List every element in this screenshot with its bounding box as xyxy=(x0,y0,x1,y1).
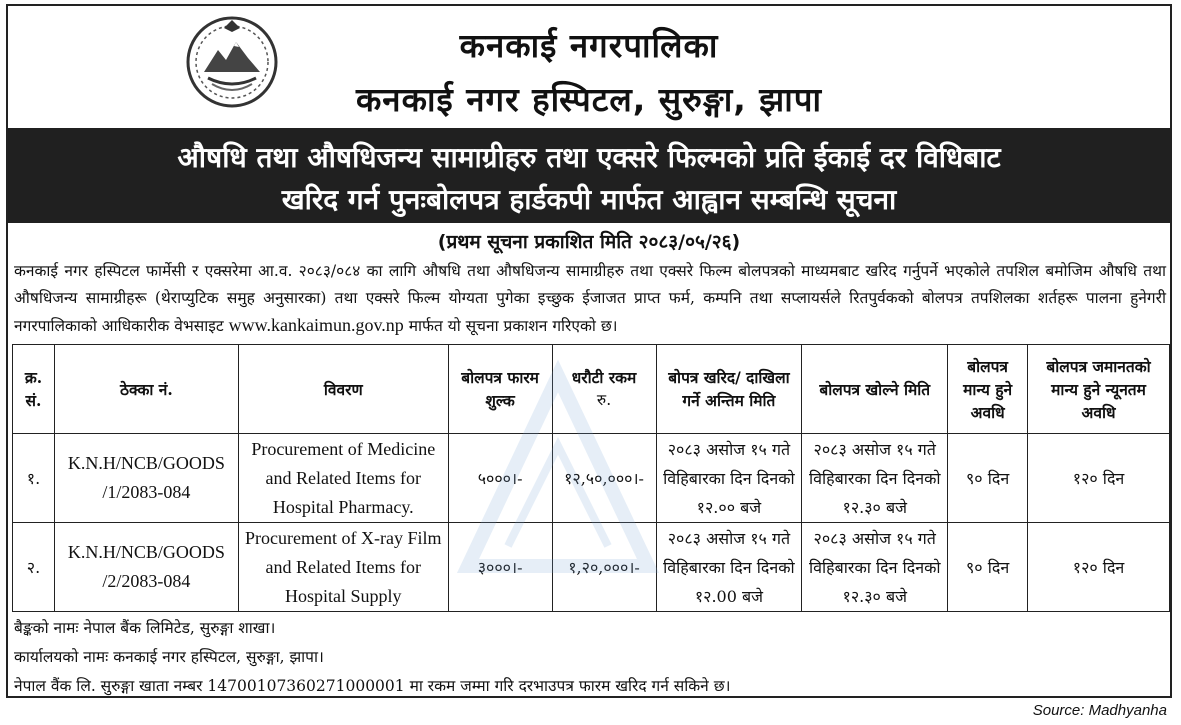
hospital-title: कनकाई नगर हस्पिटल, सुरुङ्गा, झापा xyxy=(355,80,823,119)
office-name-line: कार्यालयको नामः कनकाई नगर हस्पिटल, सुरुङ्गा, झापा। xyxy=(14,648,324,666)
cell-sn: १. xyxy=(13,434,55,523)
table-row xyxy=(13,523,1170,612)
cell-opening-date: २०८३ असोज १५ गते विहिबारका दिन दिनको १२.३० बजे xyxy=(802,434,948,523)
cell-last-date: २०८३ असोज १५ गते विहिबारका दिन दिनको १२.00 बजे xyxy=(656,523,802,612)
cell-deposit: १२,५०,०००।- xyxy=(552,434,656,523)
intro-paragraph xyxy=(14,258,1166,340)
cell-form-fee: ३०००।- xyxy=(448,523,552,612)
header-sn: क्र. सं. xyxy=(13,345,55,434)
header-validity: बोलपत्र मान्य हुने अवधि xyxy=(948,345,1028,434)
cell-deposit: १,२०,०००।- xyxy=(552,523,656,612)
header-contract-no: ठेक्का नं. xyxy=(54,345,238,434)
cell-description: Procurement of X-ray Film and Related Items for Hospital Supply xyxy=(238,523,448,612)
cell-form-fee: ५०००।- xyxy=(448,434,552,523)
banner-line-2: खरिद गर्न पुनःबोलपत्र हार्डकपी मार्फत आह्वान सम्बन्धि सूचना xyxy=(281,183,897,216)
bank-name-line: बैङ्कको नामः नेपाल बैंक लिमिटेड, सुरुङ्गा शाखा। xyxy=(14,619,276,637)
publication-date: (प्रथम सूचना प्रकाशित मिति २०८३/०५/२६) xyxy=(437,231,741,253)
cell-validity: ९० दिन xyxy=(948,523,1028,612)
tender-table xyxy=(12,344,1170,612)
header-form-fee: बोलपत्र फारम शुल्क xyxy=(448,345,552,434)
cell-validity: ९० दिन xyxy=(948,434,1028,523)
intro-text-end: मार्फत यो सूचना प्रकाशन गरिएको छ। xyxy=(408,317,618,335)
cell-opening-date: २०८३ असोज १५ गते विहिबारका दिन दिनको १२.३० बजे xyxy=(802,523,948,612)
header-deposit xyxy=(552,345,656,434)
notice-header xyxy=(8,6,1170,128)
cell-contract-no: K.N.H/NCB/GOODS /2/2083-084 xyxy=(54,523,238,612)
header-deposit-label: धरौटी रकम xyxy=(571,368,637,387)
cell-contract-no: K.N.H/NCB/GOODS /1/2083-084 xyxy=(54,434,238,523)
header-guarantee: बोलपत्र जमानतको मान्य हुने न्यूनतम अवधि xyxy=(1028,345,1170,434)
website-link[interactable]: www.kankaimun.gov.np xyxy=(228,315,404,335)
table-row xyxy=(13,434,1170,523)
table-header-row xyxy=(13,345,1170,434)
notice-footer xyxy=(14,614,1164,701)
cell-sn: २. xyxy=(13,523,55,612)
header-last-date: बोपत्र खरिद/ दाखिला गर्ने अन्तिम मिति xyxy=(656,345,802,434)
municipality-title: कनकाई नगरपालिका xyxy=(459,26,719,65)
account-line: नेपाल वैंक लि. सुरुङ्गा खाता नम्बर 14700107360271000001 मा रकम जम्मा गरि दरभाउपत्र फारम खरिद गर्न सकिने छ। xyxy=(14,677,731,695)
cell-guarantee: १२० दिन xyxy=(1028,523,1170,612)
cell-guarantee: १२० दिन xyxy=(1028,434,1170,523)
source-credit: Source: Madhyanha xyxy=(1032,702,1167,719)
notice-frame xyxy=(6,4,1172,698)
intro-text: कनकाई नगर हस्पिटल फार्मेसी र एक्सरेमा आ.व. २०८३/०८४ का लागि औषधि तथा औषधिजन्य सामाग्रीहरु तथा एक्सरे फिल्म बोलपत्रको माध्यमबाट खरिद गर्नुपर्ने भएकोले तपशिल बमोजिम औषधि तथा औषधिजन्य सामाग्रीहरू (थेराप्युटिक समुह अनुसारका) तथा एक्सरे फिल्म योग्यता पुगेका इच्छुक ईजाजत प्राप्त फर्म, कम्पनि तथा सप्लायर्सले रितपुर्वककाे बोलपत्र तपशिलका शर्तहरू पालना हुनेगरी नगरपालिकाको आधिकारीक वेभसाइट xyxy=(14,262,1166,335)
cell-last-date: २०८३ असोज १५ गते विहिबारका दिन दिनको १२.०० बजे xyxy=(656,434,802,523)
header-description: विवरण xyxy=(238,345,448,434)
header-deposit-unit: रु. xyxy=(596,391,612,409)
header-opening-date: बोलपत्र खोल्ने मिति xyxy=(802,345,948,434)
notice-banner xyxy=(8,128,1170,223)
banner-line-1: औषधि तथा औषधिजन्य सामाग्रीहरु तथा एक्सरे फिल्मको प्रति ईकाई दर विधिबाट xyxy=(177,141,1001,174)
cell-description: Procurement of Medicine and Related Items for Hospital Pharmacy. xyxy=(238,434,448,523)
